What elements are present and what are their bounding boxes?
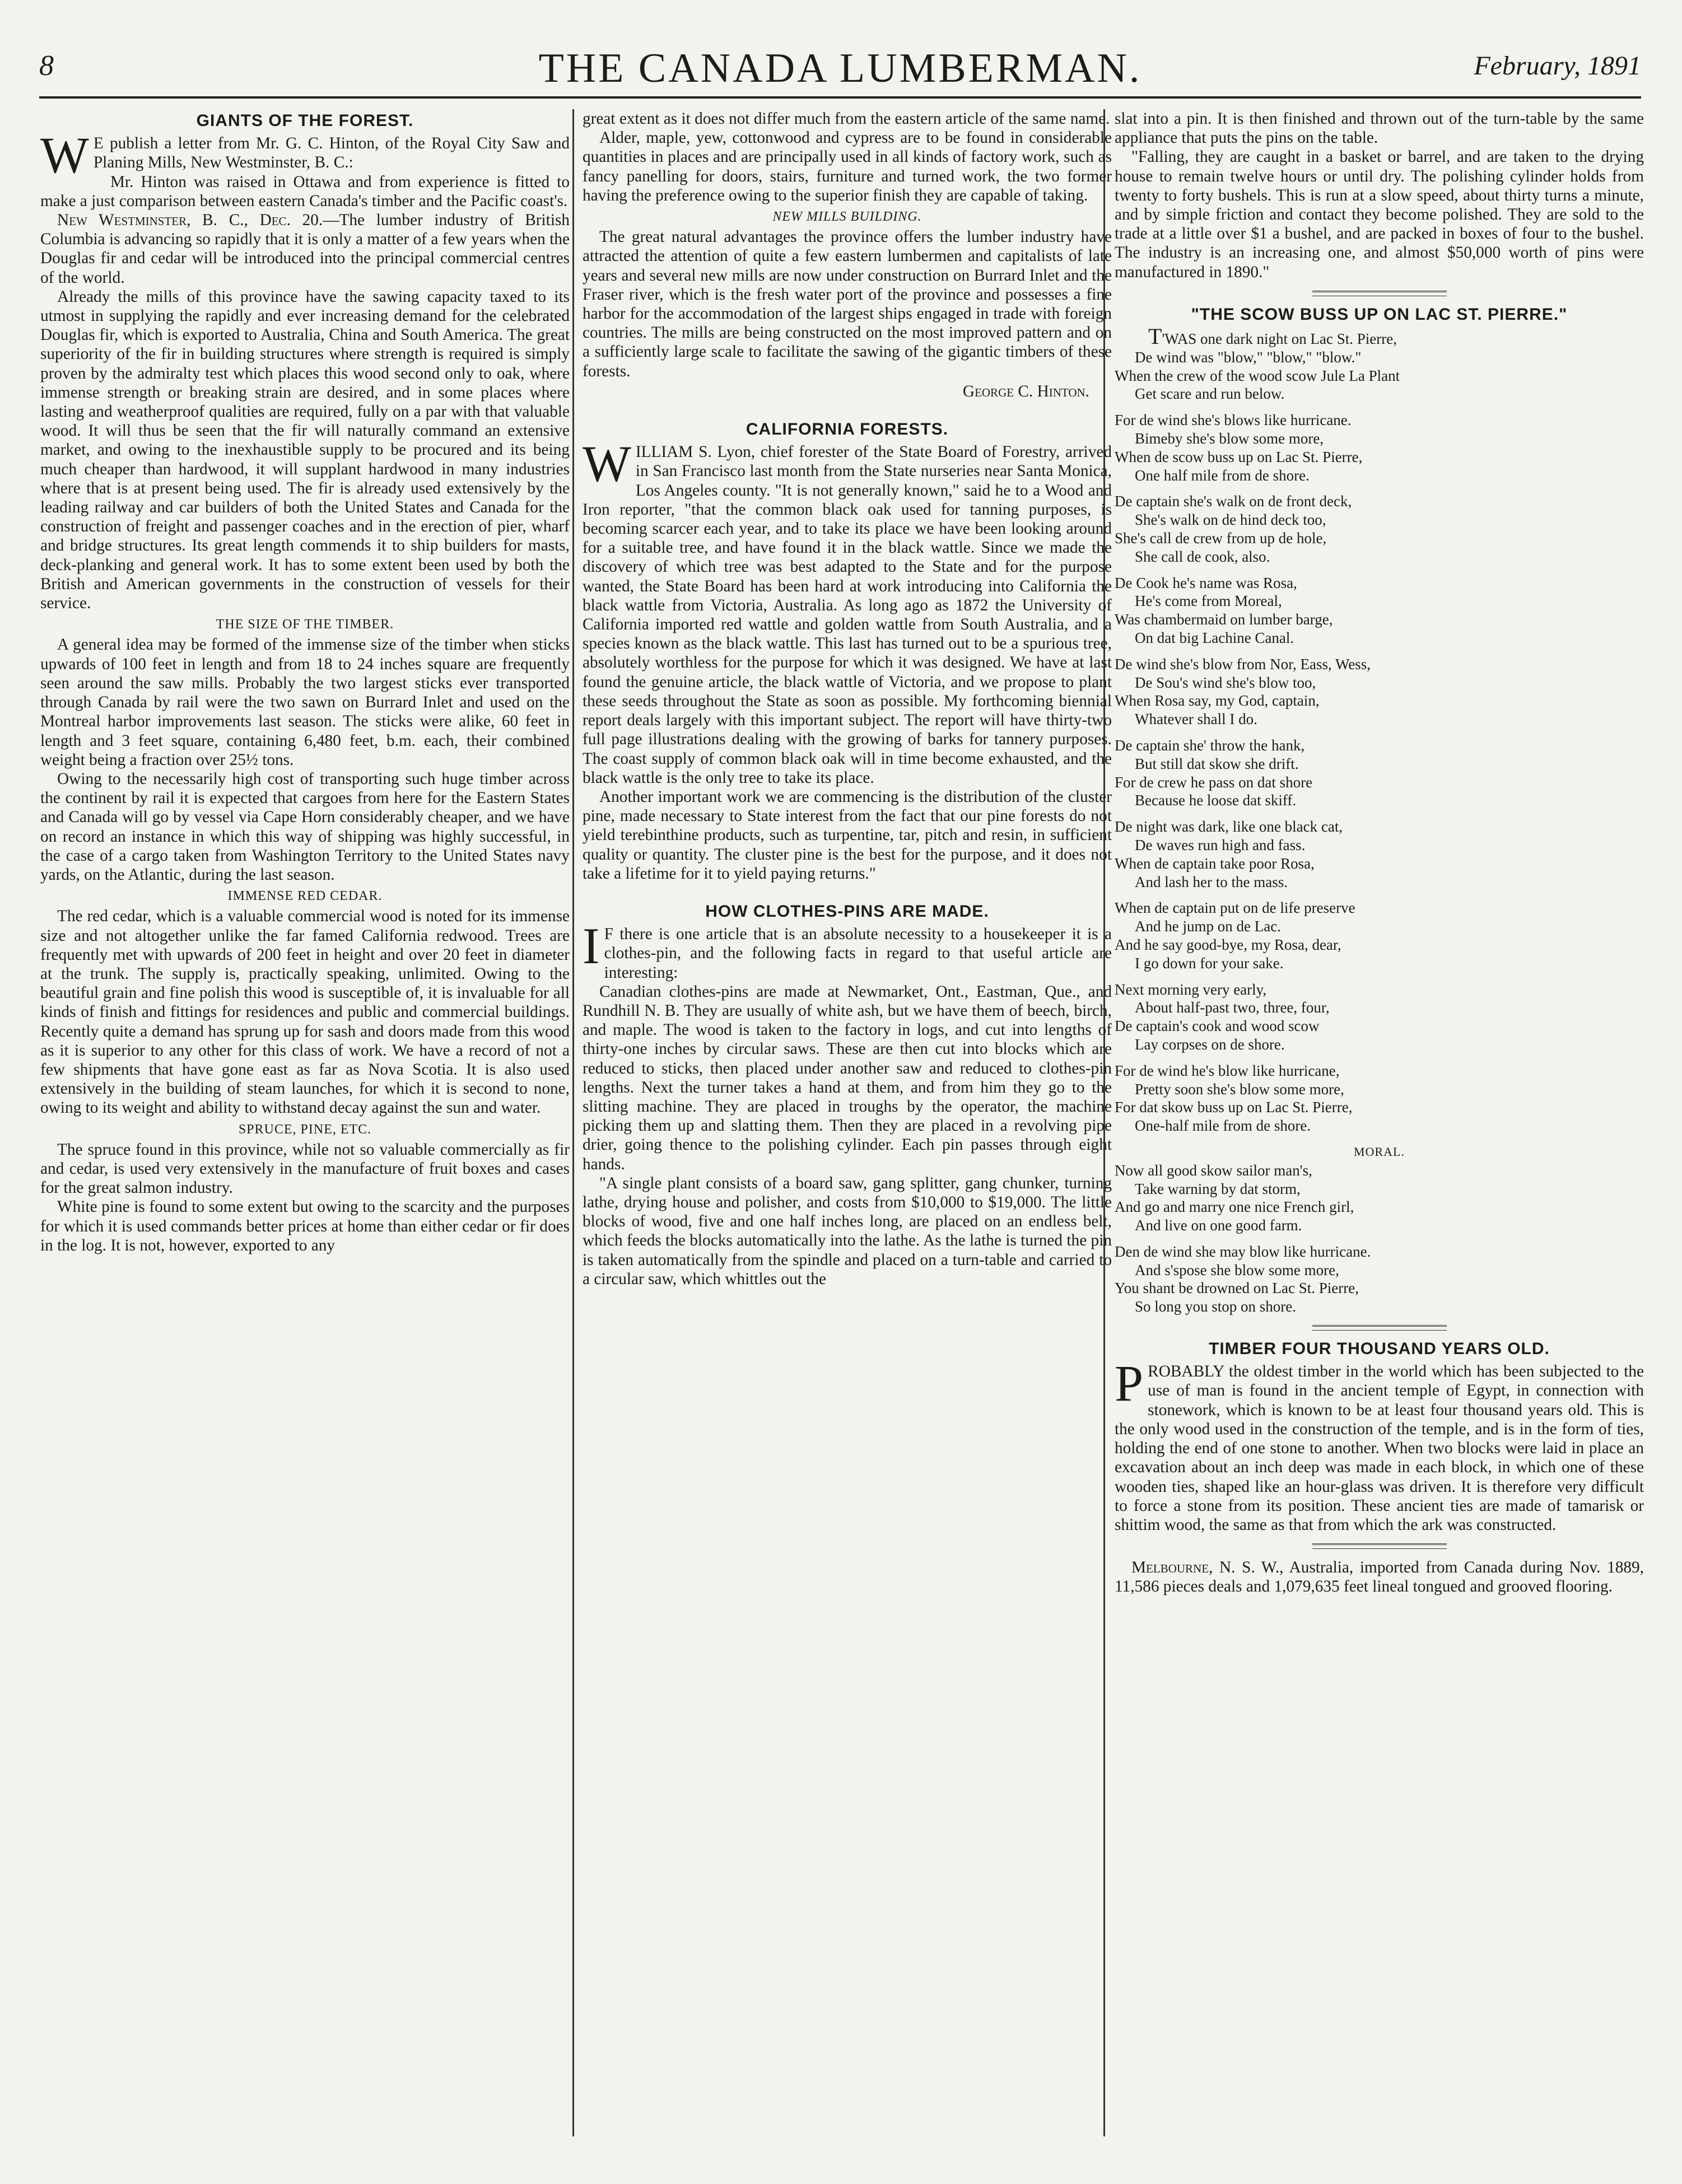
paragraph: White pine is found to some extent but owing to the scarcity and the purposes for which it is used commands better prices at home than either cedar or fir does in the log. It is not, however, exported to any (40, 1198, 570, 1254)
poem-line: De wind was "blow," "blow," "blow." (1135, 348, 1362, 366)
subheading: THE SIZE OF THE TIMBER. (216, 617, 394, 632)
poem-line: On dat big Lachine Canal. (1135, 629, 1294, 646)
column-2 (583, 109, 1112, 2125)
poem-line: De wind she's blow from Nor, Eass, Wess, (1115, 655, 1371, 673)
signature: George C. Hinton. (962, 382, 1089, 400)
paragraph: great extent as it does not differ much from the eastern article of the same name. (583, 110, 1110, 128)
poem-line: When the crew of the wood scow Jule La Plant (1115, 367, 1400, 384)
poem-line: And s'spose she blow some more, (1135, 1261, 1339, 1278)
poem-moral-label: MORAL. (1354, 1144, 1405, 1159)
poem-line: She call de cook, also. (1135, 548, 1270, 565)
poem-line: De night was dark, like one black cat, (1115, 818, 1343, 836)
poem-line: Den de wind she may blow like hurricane. (1115, 1243, 1371, 1260)
column-1 (40, 109, 570, 2125)
poem-line: When de scow buss up on Lac St. Pierre, (1115, 448, 1363, 465)
section-divider (1312, 1543, 1447, 1549)
poem-line: She's walk on de hind deck too, (1135, 511, 1326, 529)
poem-line: Take warning by dat storm, (1135, 1180, 1301, 1197)
poem-line: I go down for your sake. (1135, 954, 1284, 972)
masthead (39, 39, 1641, 101)
poem-line: One half mile from de shore. (1135, 466, 1310, 484)
poem-line: One-half mile from de shore. (1135, 1117, 1311, 1135)
article-heading-california: CALIFORNIA FORESTS. (746, 420, 949, 439)
poem-line: She's call de crew from up de hole, (1115, 530, 1327, 547)
drop-cap: I (583, 917, 600, 975)
paragraph: The spruce found in this province, while not so valuable commercially as fir and cedar, is used very extensively in the manufacture of fruit boxes and cases for the great salmon industry. (40, 1140, 570, 1197)
paragraph: Canadian clothes-pins are made at Newmarket, Ont., Eastman, Que., and Rundhill N. B. They are usually of white ash, but we have them of beech, birch, and maple. The wood is taken to the factory in logs, and cut into lengths of thirty-one inches by circular saws. These are then cut into blocks which are reduced to sticks, then placed under another saw and reduced to clothes-pin lengths. Next the turner takes a hand at them, and from him they go to the slitting machine. They are placed in troughs by the operator, the machine picking them up and slatting them. Then they are placed in a revolving pipe drier, going thence to the polishing cylinder. Each pin passes through eight hands. (583, 982, 1112, 1173)
newspaper-title: THE CANADA LUMBERMAN. (538, 45, 1142, 91)
poem-line: So long you stop on shore. (1135, 1298, 1297, 1315)
article-heading-timber: TIMBER FOUR THOUSAND YEARS OLD. (1209, 1340, 1550, 1359)
paragraph: PROBABLY the oldest timber in the world which has been subjected to the use of man is found in the ancient temple of Egypt, in connection with stonework, which is known to be at least four thousand years old. This is the only wood used in the construction of the temple, and is in the form of ties, holding the end of one stone to another. When two blocks were laid in place an excavation about an inch deep was made in each block, in which one of these wooden ties, shaped like an hour-glass was driven. It is therefore very difficult to force a stone from its position. These ancient ties are made of tamarisk or shittim wood, the same as that from which the ark was constructed. (1115, 1355, 1644, 1534)
paragraph: I F there is one article that is an absolute necessity to a housekeeper it is a clothes-pin, and the following facts in regard to that useful article are interesting: (583, 917, 1112, 982)
poem-line: About half-past two, three, four, (1135, 999, 1330, 1016)
subheading: NEW MILLS BUILDING. (772, 209, 922, 225)
dateline: New Westminster, B. C., Dec. 20. (57, 211, 323, 230)
paragraph: Already the mills of this province have the sawing capacity taxed to its utmost in supplying the rapidly and ever increasing demand for the celebrated Douglas fir, which is exported to Australia, China and South America. The great superiority of the fir in building structures where strength is required is simply proven by the admiralty test which places this wood second only to oak, where immense strength or breaking strain are desired, and in some places where lasting and weatherproof qualities are required, fully on a par with that valuable wood. It will thus be seen that the fir will naturally command an extensive market, and owing to the inexhaustible supply to be procured and its being much cheaper than hardwood, it will supplant hardwood in many industries where that is at present being used. The fir is already used extensively by the leading railway and car builders of both the United States and Canada for the construction of freight and passenger coaches and in the erection of pier, wharf and bridge structures. Its great length commends it to ship builders for masts, deck-planking and general work. It has to some extent been used by both the British and American governments in the construction of vessels for their service. (40, 287, 570, 613)
poem-line: Bimeby she's blow some more, (1135, 430, 1324, 447)
drop-cap: W (40, 127, 89, 184)
poem-line: And lash her to the mass. (1135, 873, 1288, 890)
poem-line: De captain she's walk on de front deck, (1115, 493, 1352, 510)
poem-line: But still dat skow she drift. (1135, 755, 1299, 772)
poem-line: For dat skow buss up on Lac St. Pierre, (1115, 1099, 1353, 1116)
drop-cap: W (583, 435, 631, 493)
subheading: IMMENSE RED CEDAR. (227, 889, 383, 904)
paragraph: Another important work we are commencing is the distribution of the cluster pine, made necessary to State interest from the fact that our pine forests do not yield terebinthine products, such as turpentine, tar, pitch and resin, in sufficient quality or quantity. The cluster pine is the best for the purpose, and it does not take a lifetime for it to yield paying returns." (583, 787, 1112, 883)
paragraph: The red cedar, which is a valuable commercial wood is noted for its immense size and not altogether unlike the far famed California redwood. Trees are frequently met with upwards of 200 feet in height and over 20 feet in diameter at the trunk. The supply is, practically speaking, unlimited. Owing to the beautiful grain and fine polish this wood is susceptible of, it is invaluable for all kinds of finish and fittings for residences and public and commercial buildings. Recently quite a demand has sprung up for sash and doors made from this wood as it is superior to any other for this class of work. We have a record of not a few shipments that have gone east as far as Nova Scotia. It is also used extensively in the building of steam launches, for which it is second to none, owing to its weight and ability to withstand decay against the sun and water. (40, 907, 570, 1117)
poem-line: And live on one good farm. (1135, 1217, 1302, 1234)
section-divider (1312, 291, 1447, 296)
poem-line: De Sou's wind she's blow too, (1135, 674, 1316, 691)
poem-line: When de captain take poor Rosa, (1115, 855, 1315, 872)
poem-line: Was chambermaid on lumber barge, (1115, 611, 1333, 628)
poem (1115, 324, 1644, 1316)
poem-line: When Rosa say, my God, captain, (1115, 692, 1320, 710)
section-divider (1312, 1325, 1447, 1331)
poem-line: For de wind she's blows like hurricane. (1115, 412, 1352, 429)
paragraph: Owing to the necessarily high cost of transporting such huge timber across the continent by rail it is expected that cargoes from here for the Eastern States and Canada will go by vessel via Cape Horn considerably cheaper, and we have on record an instance in which this way of shipping was highly successful, in the case of a cargo taken from Washington Territory to the United States navy yards, on the Atlantic, during the last season. (40, 769, 570, 884)
issue-date: February, 1891 (1474, 51, 1641, 81)
poem-line: Next morning very early, (1115, 981, 1267, 998)
subheading: SPRUCE, PINE, ETC. (238, 1122, 372, 1137)
paragraph: "Falling, they are caught in a basket or barrel, and are taken to the drying house to remain twelve hours or until dry. The polishing cylinder holds from twenty to forty bushels. This is run at a slow speed, about thirty turns a minute, and by simple friction and contact they become polished. They are sold to the trade at a little over $1 a bushel, and are packed in boxes of four to the bushel. The industry is an increasing one, and almost $50,000 worth of pins were manufactured in 1890." (1115, 148, 1644, 281)
poem-title: "THE SCOW BUSS UP ON LAC ST. PIERRE." (1191, 305, 1568, 324)
poem-line: T'WAS one dark night on Lac St. Pierre, (1148, 324, 1397, 349)
dateline: Melbourne, N. S. W., (1131, 1558, 1284, 1577)
poem-line: Because he loose dat skiff. (1135, 792, 1297, 809)
drop-cap: P (1115, 1355, 1144, 1412)
poem-line: Now all good skow sailor man's, (1115, 1161, 1312, 1179)
paragraph: "A single plant consists of a board saw, gang splitter, gang chunker, turning lathe, drying house and polisher, and costs from $10,000 to $19,000. The little blocks of wood, five and one half inches long, are placed on an endless belt, which feeds the blocks automatically into the lathe. As the lathe is turned the pin is taken automatically from the spindle and placed on a turn-table and carried to a circular saw, which whittles out the (583, 1174, 1112, 1288)
paragraph: Alder, maple, yew, cottonwood and cypress are to be found in considerable quantities in places and are principally used in all kinds of factory work, such as fancy panelling for doors, stairs, furniture and turned work, the two former having the preference owing to the superior finish they are capable of taking. (583, 129, 1112, 204)
column-3 (1115, 109, 1644, 2125)
column-rule-1 (572, 109, 574, 2136)
poem-line: Pretty soon she's blow some more, (1135, 1080, 1344, 1098)
poem-line: And he say good-bye, my Rosa, dear, (1115, 936, 1341, 953)
page-number: 8 (39, 50, 54, 82)
poem-line: Lay corpses on de shore. (1135, 1035, 1285, 1053)
poem-line: De Cook he's name was Rosa, (1115, 574, 1297, 591)
paragraph: Mr. Hinton was raised in Ottawa and from experience is fitted to make a just comparison between eastern Canada's timber and the Pacific coast's. (40, 172, 570, 210)
drop-cap: T (1148, 324, 1162, 349)
article-heading-giants: GIANTS OF THE FOREST. (196, 111, 414, 130)
poem-line: De captain's cook and wood scow (1115, 1018, 1320, 1035)
poem-line: For de wind he's blow like hurricane, (1115, 1062, 1340, 1079)
poem-line: And he jump on de Lac. (1135, 918, 1281, 935)
article-heading-clothespins: HOW CLOTHES-PINS ARE MADE. (705, 902, 989, 921)
paragraph: New Westminster, B. C., Dec. 20.—The lumber industry of British Columbia is advancing so rapidly that it is only a matter of a few years when the Douglas fir and cedar will be introduced into the principal commercial centres of the world. (40, 211, 570, 287)
paragraph: W E publish a letter from Mr. G. C. Hinton, of the Royal City Saw and Planing Mills, New Westminster, B. C.: (40, 127, 570, 184)
paragraph: slat into a pin. It is then finished and thrown out of the turn-table by the same appliance that puts the pins on the table. (1115, 110, 1644, 147)
paragraph: Melbourne, N. S. W., Australia, imported from Canada during Nov. 1889, 11,586 pieces deals and 1,079,635 feet lineal tongued and grooved flooring. (1115, 1558, 1644, 1596)
poem-line: You shant be drowned on Lac St. Pierre, (1115, 1280, 1359, 1297)
poem-line: Whatever shall I do. (1135, 711, 1257, 728)
poem-line: And go and marry one nice French girl, (1115, 1198, 1354, 1216)
poem-line: De captain she' throw the hank, (1115, 736, 1305, 754)
masthead-rule (39, 96, 1641, 99)
poem-line: When de captain put on de life preserve (1115, 899, 1355, 917)
paragraph: The great natural advantages the province offers the lumber industry have attracted the attention of quite a few eastern lumbermen and capitalists of late years and several new mills are now under construction on Burrard Inlet and the Fraser river, which is the fresh water port of the province and possesses a fine harbor for the accommodation of the largest ships engaged in trade with foreign countries. The mills are being constructed on the most improved pattern and on a sufficiently large scale to facilitate the sawing of the gigantic timbers of these forests. (583, 228, 1112, 380)
paragraph: WILLIAM S. Lyon, chief forester of the State Board of Forestry, arrived in San Francisco last month from the State nurseries near Santa Monica, Los Angeles county. "It is not generally known," said he to a Wood and Iron reporter, "that the common black oak used for tanning purposes, is becoming scarcer each year, and to take its place we have been looking around for a suitable tree, and have found it in the black wattle. Since we made the discovery of which tree was best adapted to the State and for the purpose wanted, the State Board has been hard at work introducing into California the black wattle from Victoria, Australia. As long ago as 1872 the University of California imported red wattle and golden wattle from South Australia, and a species known as the black wattle. This last has turned out to be a spurious tree, absolutely worthless for the purpose for which it was designed. We have at last found the genuine article, the black wattle of Victoria, and we propose to plant these seeds throughout the State as soon as possible. My forthcoming biennial report deals largely with this important subject. The report will have thirty-two full page illustrations dealing with the growing of barks for tannery purposes. The coast supply of common black oak will in time become exhausted, and the black wattle is the only tree to take its place. (583, 435, 1112, 787)
poem-line: De waves run high and fass. (1135, 836, 1306, 853)
poem-line: For de crew he pass on dat shore (1115, 773, 1313, 791)
poem-line: Get scare and run below. (1135, 385, 1285, 403)
poem-line: He's come from Moreal, (1135, 592, 1282, 610)
paragraph: A general idea may be formed of the immense size of the timber when sticks upwards of 100 feet in length and from 18 to 24 inches square are frequently seen around the saw mills. Probably the two largest sticks ever transported through Canada by rail were the two sawn on Burrard Inlet and used on the Montreal harbor improvements last season. The sticks were alike, 60 feet in length and 3 feet square, containing 6,480 feet, b.m. each, their combined weight being a fraction over 25½ tons. (40, 636, 570, 769)
